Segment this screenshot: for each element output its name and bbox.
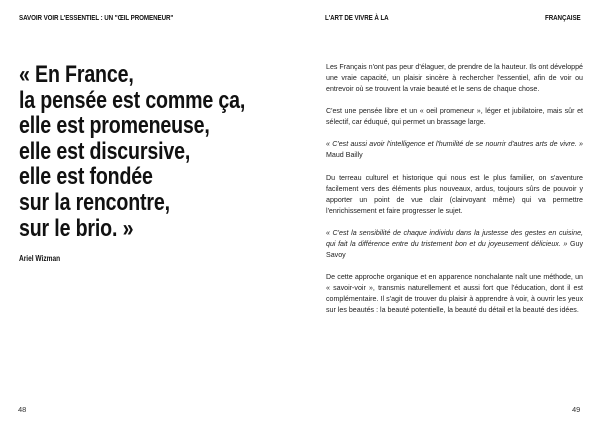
pull-quote-line: sur la rencontre, [19, 188, 170, 216]
pull-quote-line: « En France, [19, 61, 134, 88]
inline-quote-author: Maud Bailly [326, 151, 363, 160]
running-head-left: SAVOIR VOIR L'ESSENTIEL : UN "ŒIL PROMENEUR" [19, 13, 174, 22]
pull-quote-line: la pensée est comme ça, [19, 86, 246, 114]
inline-quote: « C'est la sensibilité de chaque individu dans la justesse des gestes en cuisine, qui fait la différence entre du tristement bon et du joyeusement délicieux. » [326, 228, 583, 248]
paragraph: C'est une pensée libre et un « oeil promeneur », léger et jubilatoire, mais sûr et sélectif, car éduqué, qui permet un brassage large. [326, 107, 583, 127]
quote-author: Ariel Wizman [19, 254, 61, 263]
pull-quote-line: elle est discursive, [19, 137, 191, 165]
pull-quote-line: elle est fondée [19, 163, 153, 191]
running-head-right-b: FRANÇAISE [545, 13, 581, 22]
page-number-left: 48 [18, 405, 27, 414]
paragraph: De cette approche organique et en apparence nonchalante naît une méthode, un « savoir-voir », transmis naturellement et aussi fort que l'éducation, dont il est complémentaire. Il s'agit de trouver du plaisir à apprendre à voir, à ouvrir les yeux sur les beautés : la beauté potentielle, la beauté du détail et la beauté des idées. [326, 272, 583, 314]
pull-quote [19, 62, 245, 241]
inline-quote-author: Guy Savoy [326, 239, 583, 259]
paragraph: Du terreau culturel et historique qui nous est le plus familier, on s'aventure facilement vers des éléments plus nouveaux, ardus, toujours sûrs de pouvoir y apporter un point de vue clair (clairvoyant même) qui va permettre l'enrichissement et faire progresser le sujet. [326, 173, 583, 215]
right-page [300, 0, 600, 423]
paragraph: Les Français n'ont pas peur d'élaguer, de prendre de la hauteur. Ils ont développé une vraie capacité, un plaisir sincère à rechercher l'essentiel, afin de voir ou entrevoir où se trouvent la vraie beauté et le sens de chaque chose. [326, 63, 583, 93]
running-head-right-a: L'ART DE VIVRE À LA [325, 13, 389, 22]
quote-paragraph [326, 139, 583, 161]
inline-quote: « C'est aussi avoir l'intelligence et l'humilité de se nourrir d'autres arts de vivre. » [326, 140, 583, 149]
pull-quote-line: elle est promeneuse, [19, 112, 210, 140]
page-number-right: 49 [572, 405, 581, 414]
body-text [326, 62, 583, 327]
quote-paragraph [326, 228, 583, 261]
pull-quote-line: sur le brio. » [19, 214, 134, 242]
